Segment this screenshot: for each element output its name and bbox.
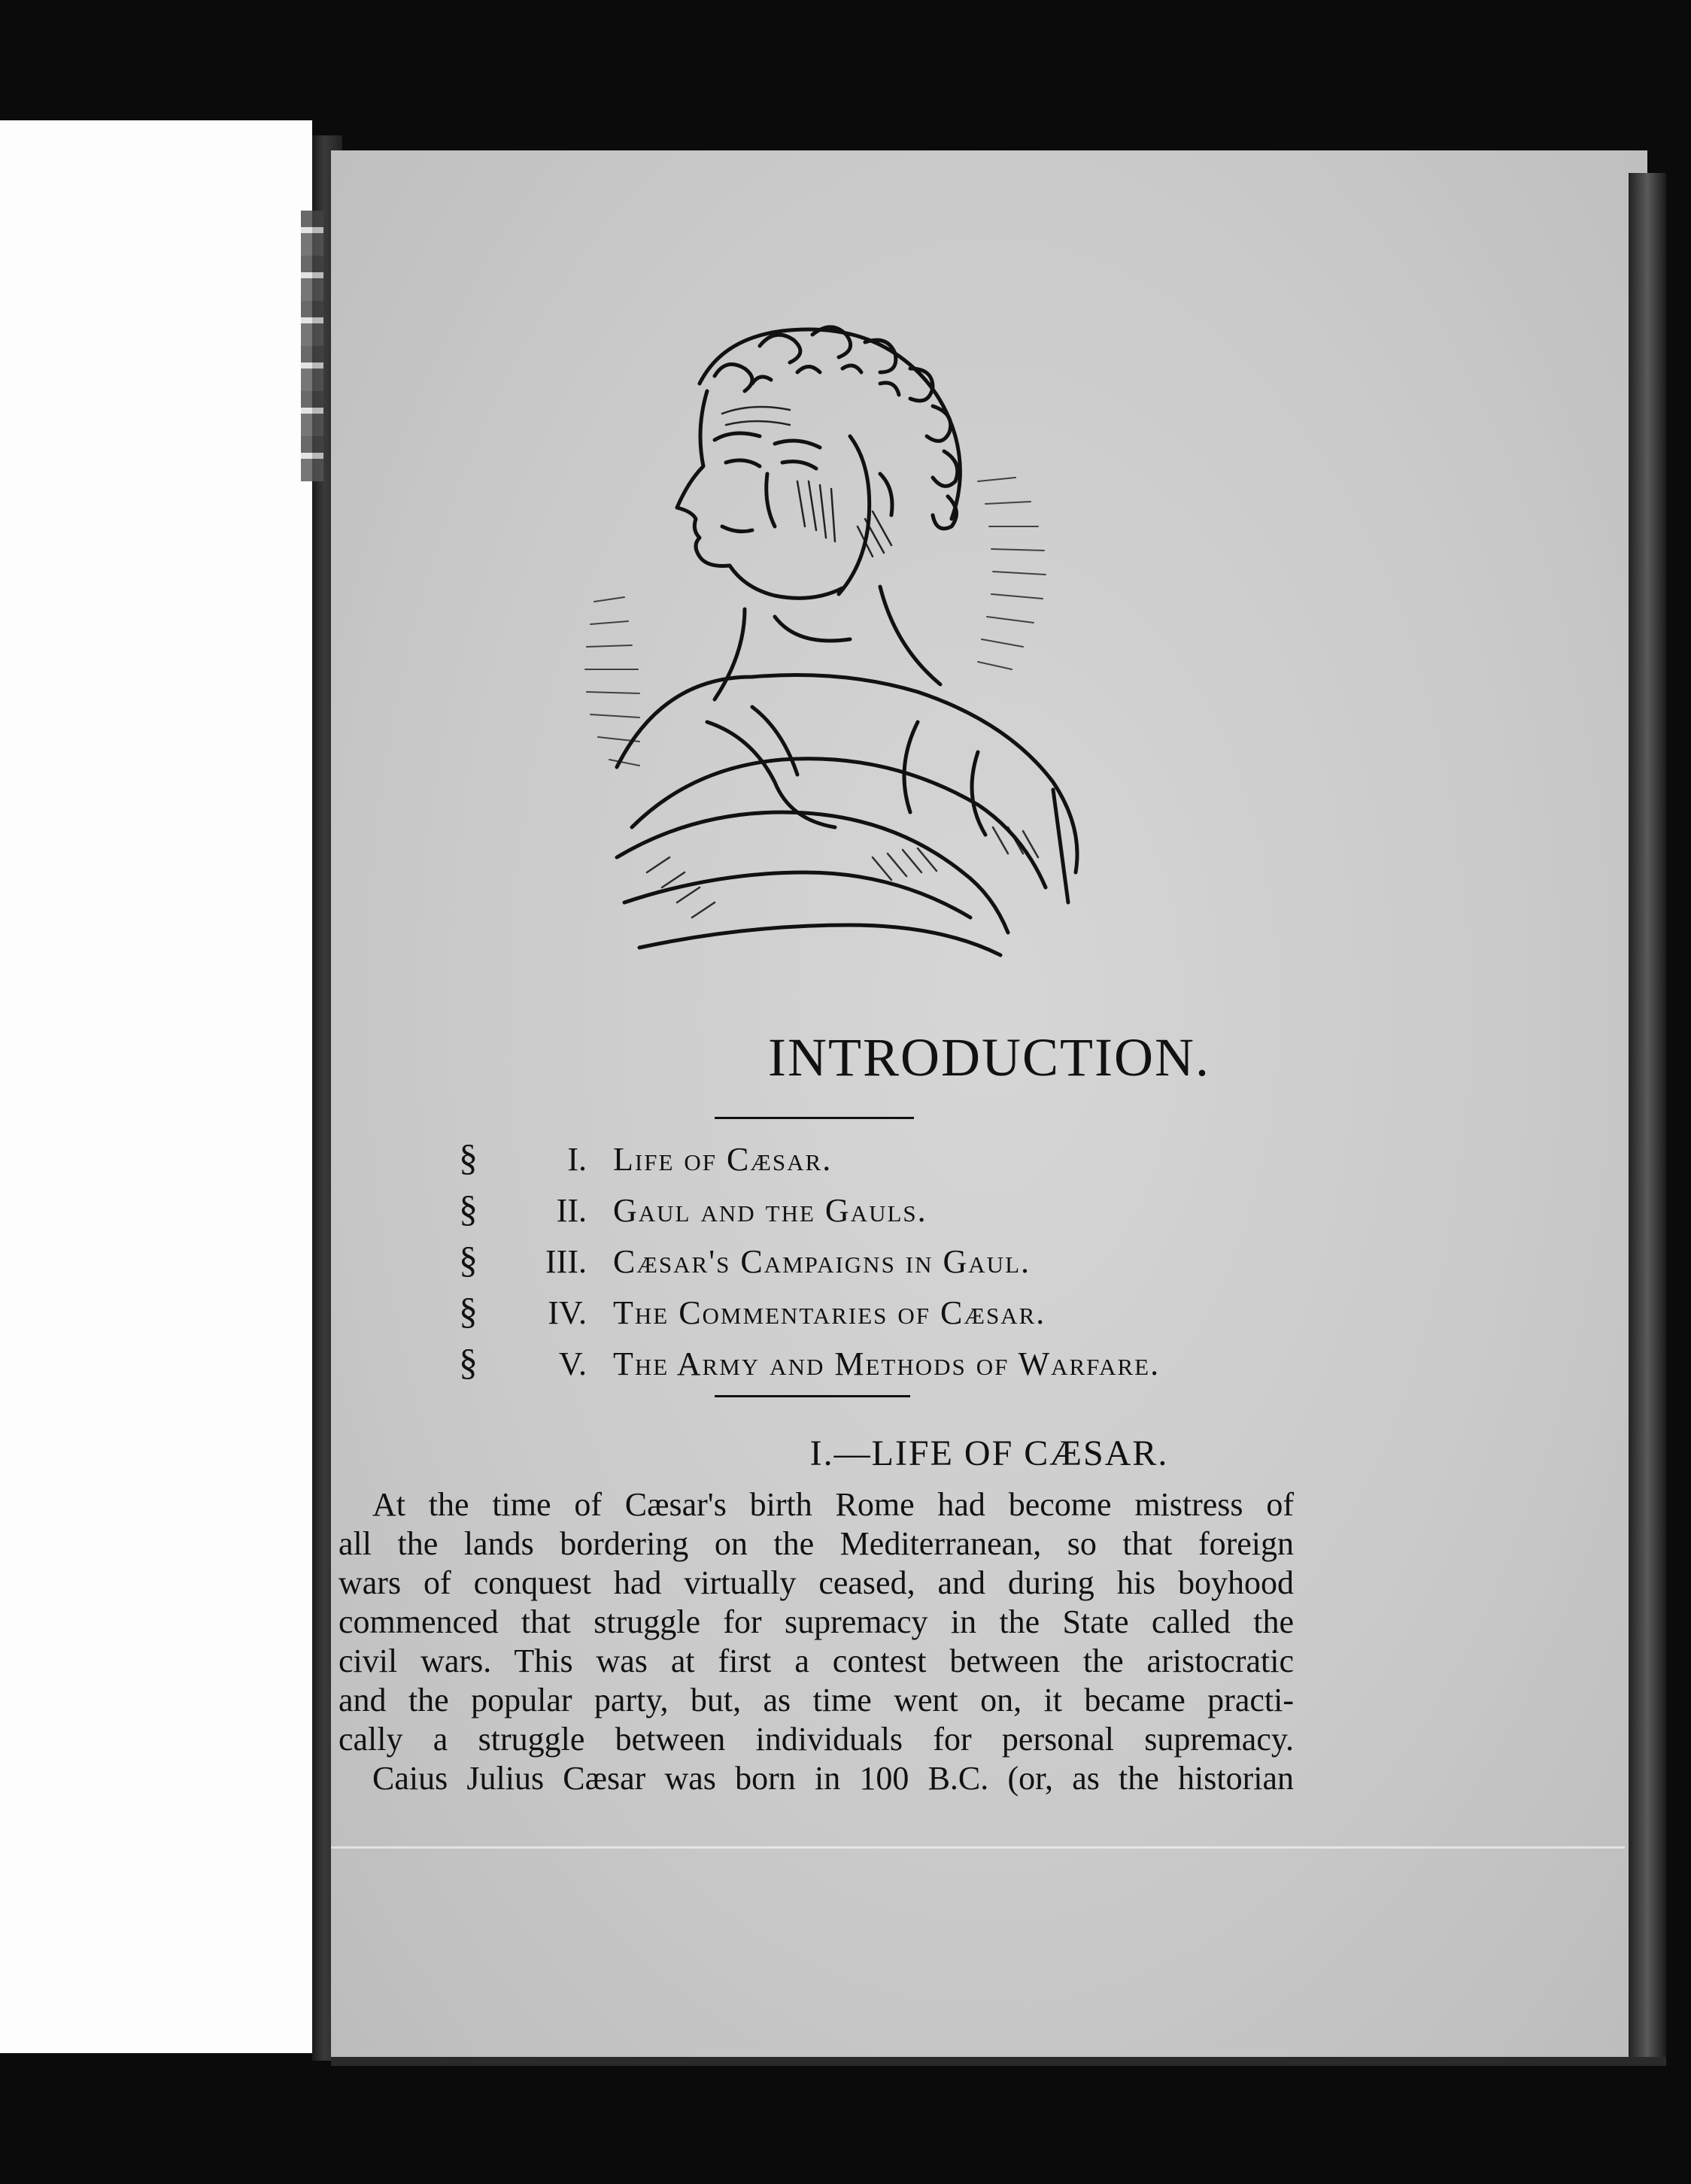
blank-facing-page	[0, 120, 312, 2053]
toc-numeral: IV.	[548, 1294, 587, 1331]
page-edge-bottom	[331, 2057, 1666, 2066]
toc-text: The Army and Methods of Warfare.	[613, 1345, 1161, 1382]
section-mark: §	[459, 1290, 478, 1332]
toc-text: Cæsar's Campaigns in Gaul.	[613, 1243, 1031, 1280]
toc-text: The Commentaries of Cæsar.	[613, 1294, 1046, 1331]
table-of-contents	[459, 1136, 1362, 1391]
toc-numeral: III.	[545, 1243, 587, 1280]
title-rule	[715, 1117, 914, 1119]
toc-numeral: II.	[556, 1192, 587, 1229]
text-line: all the lands bordering on the Mediterranean, so that foreign	[339, 1525, 1294, 1562]
section-mark: §	[459, 1341, 478, 1383]
text-line: commenced that struggle for supremacy in the State called the	[339, 1603, 1294, 1640]
page-edge-right	[1629, 173, 1666, 2061]
caesar-portrait-illustration	[527, 301, 1143, 1015]
text-line: wars of conquest had virtually ceased, and during his boyhood	[339, 1564, 1294, 1601]
toc-item	[459, 1187, 1362, 1238]
text-line: At the time of Cæsar's birth Rome had become mistress of	[372, 1486, 1294, 1523]
section-mark: §	[459, 1239, 478, 1281]
section-mark: §	[459, 1188, 478, 1230]
toc-text: Life of Cæsar.	[613, 1141, 833, 1178]
text-line: and the popular party, but, as time went on, it became practi-	[339, 1682, 1294, 1718]
scan-artifact-line	[331, 1846, 1625, 1849]
toc-item	[459, 1289, 1362, 1340]
body-paragraph	[339, 1485, 1294, 1798]
section-heading: I.—LIFE OF CÆSAR.	[809, 1433, 1169, 1473]
gutter-edge-marks	[301, 211, 323, 481]
page-title: INTRODUCTION.	[768, 1027, 1210, 1087]
toc-numeral: I.	[567, 1141, 587, 1178]
toc-numeral: V.	[558, 1345, 587, 1382]
text-line: cally a struggle between individuals for personal supremacy.	[339, 1721, 1294, 1758]
toc-text: Gaul and the Gauls.	[613, 1192, 927, 1229]
text-line: Caius Julius Cæsar was born in 100 B.C. (or, as the historian	[372, 1760, 1294, 1797]
text-line: civil wars. This was at first a contest between the aristocratic	[339, 1643, 1294, 1679]
toc-item	[459, 1340, 1362, 1391]
section-mark: §	[459, 1136, 478, 1178]
toc-rule	[715, 1395, 910, 1397]
toc-item	[459, 1238, 1362, 1289]
toc-item	[459, 1136, 1362, 1187]
